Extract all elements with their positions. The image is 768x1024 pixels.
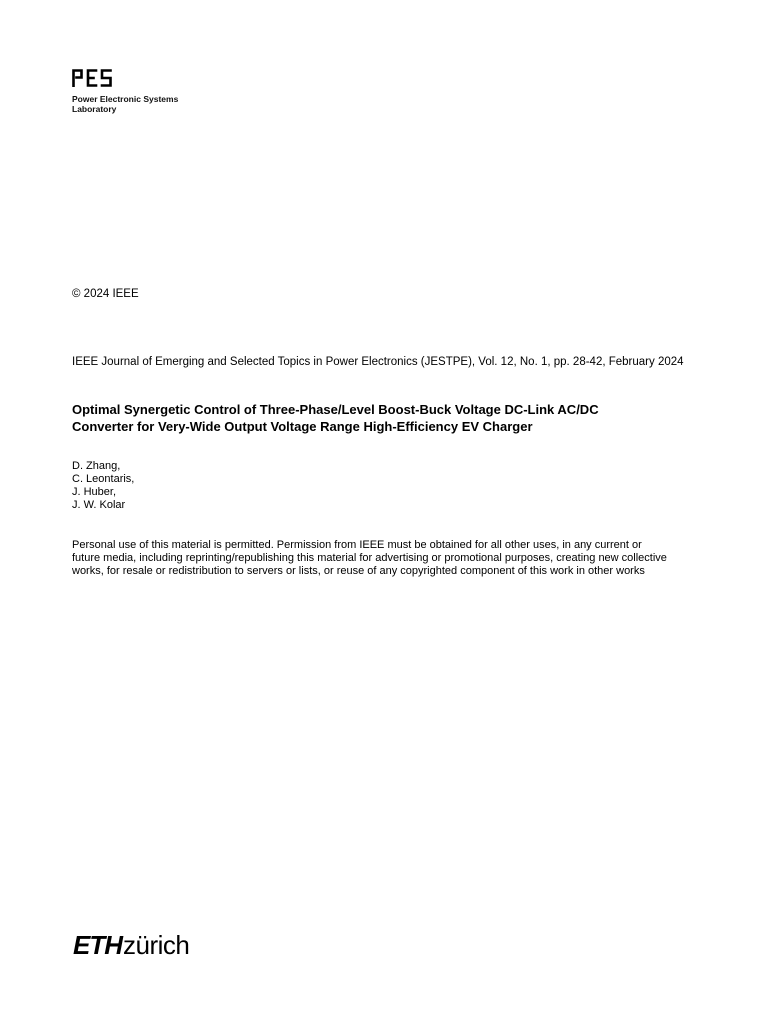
lab-name-line-1: Power Electronic Systems	[72, 94, 179, 104]
lab-name	[72, 94, 178, 114]
author: J. Huber,	[72, 486, 117, 498]
publication-venue: IEEE Journal of Emerging and Selected Topics in Power Electronics (JESTPE), Vol. 12, No. 1, pp. 28-42, February 2024	[72, 356, 684, 368]
copyright-notice: © 2024 IEEE	[72, 288, 139, 300]
author: C. Leontaris,	[72, 473, 135, 485]
permission-notice	[72, 539, 712, 578]
permission-notice-line: works, for resale or redistribution to servers or lists, or reuse of any copyrighted component of this work in other works	[72, 565, 645, 577]
eth-logo-text: ETH	[73, 930, 122, 960]
permission-notice-line: future media, including reprinting/republishing this material for advertising or promotional purposes, creating new collective	[72, 552, 667, 564]
author: J. W. Kolar	[72, 499, 126, 511]
paper-title-line-1: Optimal Synergetic Control of Three-Phase/Level Boost-Buck Voltage DC-Link AC/DC	[72, 402, 599, 417]
author: D. Zhang,	[72, 460, 121, 472]
author-list	[72, 460, 134, 512]
paper-title-line-2: Converter for Very-Wide Output Voltage Range High-Efficiency EV Charger	[72, 418, 533, 434]
paper-title	[72, 402, 712, 435]
zurich-logo-text: zürich	[123, 930, 190, 960]
pes-logo-icon	[72, 69, 112, 87]
lab-name-line-2: Laboratory	[72, 104, 117, 114]
eth-zurich-logo	[73, 930, 213, 960]
permission-notice-line: Personal use of this material is permitted. Permission from IEEE must be obtained for all other uses, in any current or	[72, 539, 642, 551]
